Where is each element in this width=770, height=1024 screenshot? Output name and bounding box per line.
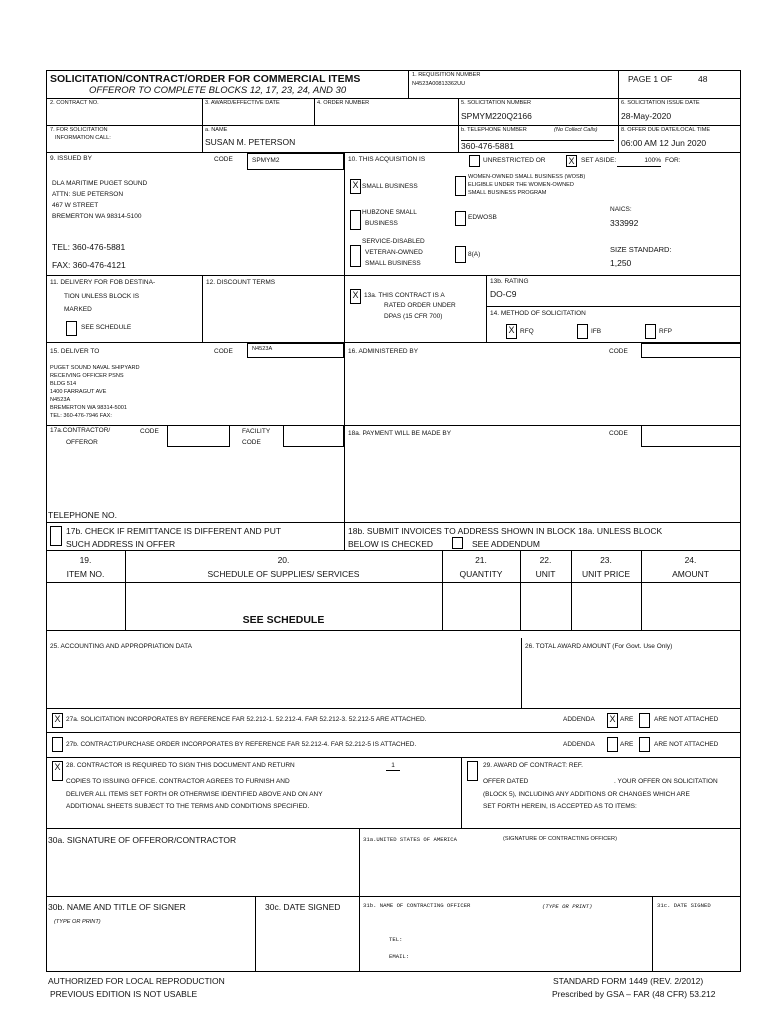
eight-a-checkbox[interactable] [455,246,466,263]
page-total: 48 [698,74,708,84]
a29-line-2b: . YOUR OFFER ON SOLICITATION [614,778,718,785]
fob-label-2: TION UNLESS BLOCK IS [64,293,140,300]
contract-no-label: 2. CONTRACT NO. [50,100,99,106]
col-item-label: ITEM NO. [66,569,105,579]
contractor-label: 17a.CONTRACTOR/ [50,427,111,434]
invoice-label: 18b. SUBMIT INVOICES TO ADDRESS SHOWN IN BLOCK 18a. UNLESS BLOCK [348,526,663,536]
set-aside-percent: 100% [617,158,661,167]
unrestricted-label: UNRESTRICTED OR [483,157,546,164]
signer-type-note: (TYPE OR PRINT) [54,919,101,925]
contractor-label-2: OFFEROR [66,439,98,446]
far-27a-are-not-checkbox[interactable] [639,713,650,728]
signer-name-label: 30b. NAME AND TITLE OF SIGNER [48,902,186,912]
administered-by-label: 16. ADMINISTERED BY [348,348,419,355]
col-unit-price-label: UNIT PRICE [581,569,631,579]
size-standard: 1,250 [610,258,632,268]
acquisition-label: 10. THIS ACQUISITION IS [348,156,426,163]
info-call-label: 7. FOR SOLICITATION [50,127,108,133]
c28-line-3: DELIVER ALL ITEMS SET FORTH OR OTHERWISE IDENTIFIED ABOVE AND ON ANY [66,791,323,798]
invoice-label-2: BELOW IS CHECKED [348,539,434,549]
issuer-line-3: 467 W STREET [52,202,99,209]
facility-label: FACILITY [242,428,271,435]
issue-date: 28-May-2020 [621,111,672,121]
footer-right-1: STANDARD FORM 1449 (REV. 2/2012) [553,976,704,986]
far-27b-addenda: ADDENDA [563,741,595,748]
small-business-label: SMALL BUSINESS [362,183,418,190]
contact-name: SUSAN M. PETERSON [205,137,296,147]
c28-line-1: 28. CONTRACTOR IS REQUIRED TO SIGN THIS DOCUMENT AND RETURN [66,762,295,769]
col-unit-label: UNIT [535,569,556,579]
remittance-label-2: SUCH ADDRESS IN OFFER [66,539,176,549]
award-date-label: 3. AWARD/EFFECTIVE DATE [205,100,280,106]
requisition-number: N4523A00813362UU [412,81,466,87]
far-27a-are: ARE [620,716,634,723]
solicitation-number: SPMYM220Q2166 [461,111,532,121]
sdvosb-label-2: VETERAN-OWNED [365,249,423,256]
phone-label: b. TELEPHONE NUMBER [461,127,527,133]
footer-left-1: AUTHORIZED FOR LOCAL REPRODUCTION [48,976,225,986]
hubzone-label-2: BUSINESS [365,220,398,227]
order-number-label: 4. ORDER NUMBER [317,100,370,106]
a29-line-2: OFFER DATED [483,778,529,785]
award-checkbox[interactable] [467,761,478,781]
administered-code-label: CODE [609,348,628,355]
unrestricted-checkbox[interactable] [469,155,480,167]
contractor-sign-checkbox[interactable]: X [52,761,63,781]
total-award-label: 26. TOTAL AWARD AMOUNT (For Govt. Use Only) [525,643,673,650]
footer-right-2: Prescribed by GSA – FAR (48 CFR) 53.212 [552,989,716,999]
see-addendum-checkbox[interactable] [452,537,463,549]
co-email-label: EMAIL: [389,953,410,960]
see-addendum-label: SEE ADDENDUM [472,539,541,549]
col-quantity-label: QUANTITY [459,569,503,579]
col-quantity-num: 21. [475,555,487,565]
rating-label: 13b. RATING [490,278,529,285]
form-subtitle: OFFEROR TO COMPLETE BLOCKS 12, 17, 23, 24, AND 30 [89,85,347,96]
co-tel-label: TEL: [389,936,403,943]
administered-code-field [641,343,741,358]
col-supplies-num: 20. [277,555,290,565]
issuer-line-2: ATTN: SUE PETERSON [52,191,124,198]
far-27b-checkbox[interactable] [52,737,63,752]
wosb-label-1: WOMEN-OWNED SMALL BUSINESS (WOSB) [468,174,586,180]
see-schedule-text: SEE SCHEDULE [242,614,325,626]
naics-code: 333992 [610,218,639,228]
rfp-label: RFP [659,328,672,335]
wosb-label-3: SMALL BUSINESS PROGRAM [468,190,547,196]
hubzone-label-1: HUBZONE SMALL [362,209,417,216]
footer-left-2: PREVIOUS EDITION IS NOT USABLE [50,989,198,999]
telephone-label: TELEPHONE NO. [48,510,117,520]
co-date-signed-label: 31c. DATE SIGNED [657,902,711,909]
remittance-checkbox[interactable] [50,526,62,546]
payment-code-field [641,425,741,447]
contractor-code-field [167,425,230,447]
col-amount-label: AMOUNT [672,569,709,579]
size-standard-label: SIZE STANDARD: [610,245,672,254]
col-item-num: 19. [79,555,92,565]
accounting-label: 25. ACCOUNTING AND APPROPRIATION DATA [50,643,192,650]
dpas-label-2: RATED ORDER UNDER [384,302,456,309]
fob-label-3: MARKED [64,306,92,313]
set-aside-for: FOR: [665,157,681,164]
wosb-label-2: ELIGIBLE UNDER THE WOMEN-OWNED [468,182,574,188]
far-27b-are-not: ARE NOT ATTACHED [654,741,719,748]
fob-label-1: 11. DELIVERY FOR FOB DESTINA- [50,279,156,286]
set-aside-label: SET ASIDE: [581,157,617,164]
a29-line-3: (BLOCK 5), INCLUDING ANY ADDITIONS OR CHANGES WHICH ARE [483,791,690,798]
facility-code-field [283,425,344,447]
deliver-line-1: PUGET SOUND NAVAL SHIPYARD [50,365,140,371]
deliver-line-2: RECEIVING OFFICER PSNS [50,373,124,379]
issuer-fax: FAX: 360-476-4121 [52,260,126,270]
a29-line-1: 29. AWARD OF CONTRACT: REF. [483,762,583,769]
col-unit-price-num: 23. [600,555,612,565]
offer-due-label: 8. OFFER DUE DATE/LOCAL TIME [621,127,711,133]
far-27b-are-not-checkbox[interactable] [639,737,650,752]
a29-line-4: SET FORTH HEREIN, IS ACCEPTED AS TO ITEMS: [483,803,637,810]
deliver-to-code-label: CODE [214,348,233,355]
far-27b-are-checkbox[interactable] [607,737,618,752]
deliver-line-7: TEL: 360-476-7946 FAX: [50,413,112,419]
col-amount-num: 24. [684,555,697,565]
small-business-checkbox[interactable]: X [350,179,361,194]
dpas-label-3: DPAS (15 CFR 700) [384,313,443,320]
facility-label-2: CODE [242,439,261,446]
remittance-label: 17b. CHECK IF REMITTANCE IS DIFFERENT AND PUT [66,526,282,536]
far-27a-are-not: ARE NOT ATTACHED [654,716,719,723]
phone-note: (No Collect Calls) [554,127,598,133]
far-27a-checkbox[interactable]: X [52,713,63,728]
co-name-label: 31b. NAME OF CONTRACTING OFFICER [363,902,471,909]
dpas-label-1: 13a. THIS CONTRACT IS A [364,292,445,299]
col-supplies-label: SCHEDULE OF SUPPLIES/ SERVICES [207,569,360,579]
method-label: 14. METHOD OF SOLICITATION [490,310,586,317]
offer-due-date: 06:00 AM 12 Jun 2020 [621,138,707,148]
usa-signature-label: 31a.UNITED STATES OF AMERICA [363,836,457,843]
deliver-line-4: 1400 FARRAGUT AVE [50,389,107,395]
discount-terms-label: 12. DISCOUNT TERMS [206,279,276,286]
fob-see-schedule: SEE SCHEDULE [81,324,132,331]
info-call-label-2: INFORMATION CALL: [55,135,111,141]
rating-value: DO-C9 [490,289,517,299]
c28-line-4: ADDITIONAL SHEETS SUBJECT TO THE TERMS AND CONDITIONS SPECIFIED. [66,803,310,810]
sdvosb-label-1: SERVICE-DISABLED [362,238,425,245]
rfq-label: RFQ [520,328,534,335]
issued-by-code: SPMYM2 [252,157,280,164]
solicitation-number-label: 5. SOLICITATION NUMBER [461,100,532,106]
c28-line-2: COPIES TO ISSUING OFFICE. CONTRACTOR AGREES TO FURNISH AND [66,778,290,785]
deliver-line-3: BLDG 514 [50,381,77,387]
payment-code-label: CODE [609,430,628,437]
requisition-label: 1. REQUISITION NUMBER [412,72,481,78]
rfq-checkbox[interactable]: X [506,324,517,339]
contractor-code-label: CODE [140,428,159,435]
issue-date-label: 6. SOLICITATION ISSUE DATE [621,100,700,106]
deliver-line-5: N4523A [50,397,71,403]
payment-label: 18a. PAYMENT WILL BE MADE BY [348,430,452,437]
contact-phone: 360-476-5881 [461,141,514,151]
rfp-checkbox[interactable] [645,324,656,339]
wosb-checkbox[interactable] [455,176,466,196]
fob-see-schedule-checkbox[interactable] [66,321,77,336]
dpas-checkbox[interactable]: X [350,289,361,304]
hubzone-checkbox[interactable] [350,210,361,230]
deliver-line-6: BREMERTON WA 98314-5001 [50,405,128,411]
c28-copies: 1 [386,763,400,771]
issuer-tel: TEL: 360-476-5881 [52,242,126,252]
co-type-note: (TYPE OR PRINT) [542,903,593,910]
sdvosb-checkbox[interactable] [350,245,361,267]
edwosb-checkbox[interactable] [455,211,466,226]
far-27a-are-checkbox[interactable]: X [607,713,618,728]
name-label: a. NAME [205,127,228,133]
co-signature-label: (SIGNATURE OF CONTRACTING OFFICER) [503,836,617,842]
eight-a-label: 8(A) [468,251,481,258]
issuer-line-1: DLA MARITIME PUGET SOUND [52,180,148,187]
form-title: SOLICITATION/CONTRACT/ORDER FOR COMMERCIAL ITEMS [50,73,361,85]
issued-by-code-label: CODE [214,156,233,163]
date-signed-label: 30c. DATE SIGNED [265,902,341,912]
set-aside-checkbox[interactable]: X [566,155,577,167]
naics-label: NAICS: [610,206,632,213]
offeror-signature-label: 30a. SIGNATURE OF OFFEROR/CONTRACTOR [48,835,237,845]
far-27a-text: 27a. SOLICITATION INCORPORATES BY REFERENCE FAR 52.212-1. 52.212-4. FAR 52.212-3. 52.212-5 ARE ATTACHED. [66,716,427,723]
far-27b-text: 27b. CONTRACT/PURCHASE ORDER INCORPORATES BY REFERENCE FAR 52.212-4. FAR 52.212-5 IS ATTACHED. [66,741,417,748]
edwosb-label: EDWOSB [468,214,497,221]
ifb-label: IFB [591,328,602,335]
ifb-checkbox[interactable] [577,324,588,339]
far-27b-are: ARE [620,741,634,748]
far-27a-addenda: ADDENDA [563,716,595,723]
page-label: PAGE 1 OF [628,74,673,84]
issued-by-label: 9. ISSUED BY [50,155,92,162]
sdvosb-label-3: SMALL BUSINESS [365,260,421,267]
deliver-to-label: 15. DELIVER TO [50,348,100,355]
deliver-to-code: N4523A [252,346,273,352]
issuer-line-4: BREMERTON WA 98314-5100 [52,213,142,220]
col-unit-num: 22. [539,555,552,565]
